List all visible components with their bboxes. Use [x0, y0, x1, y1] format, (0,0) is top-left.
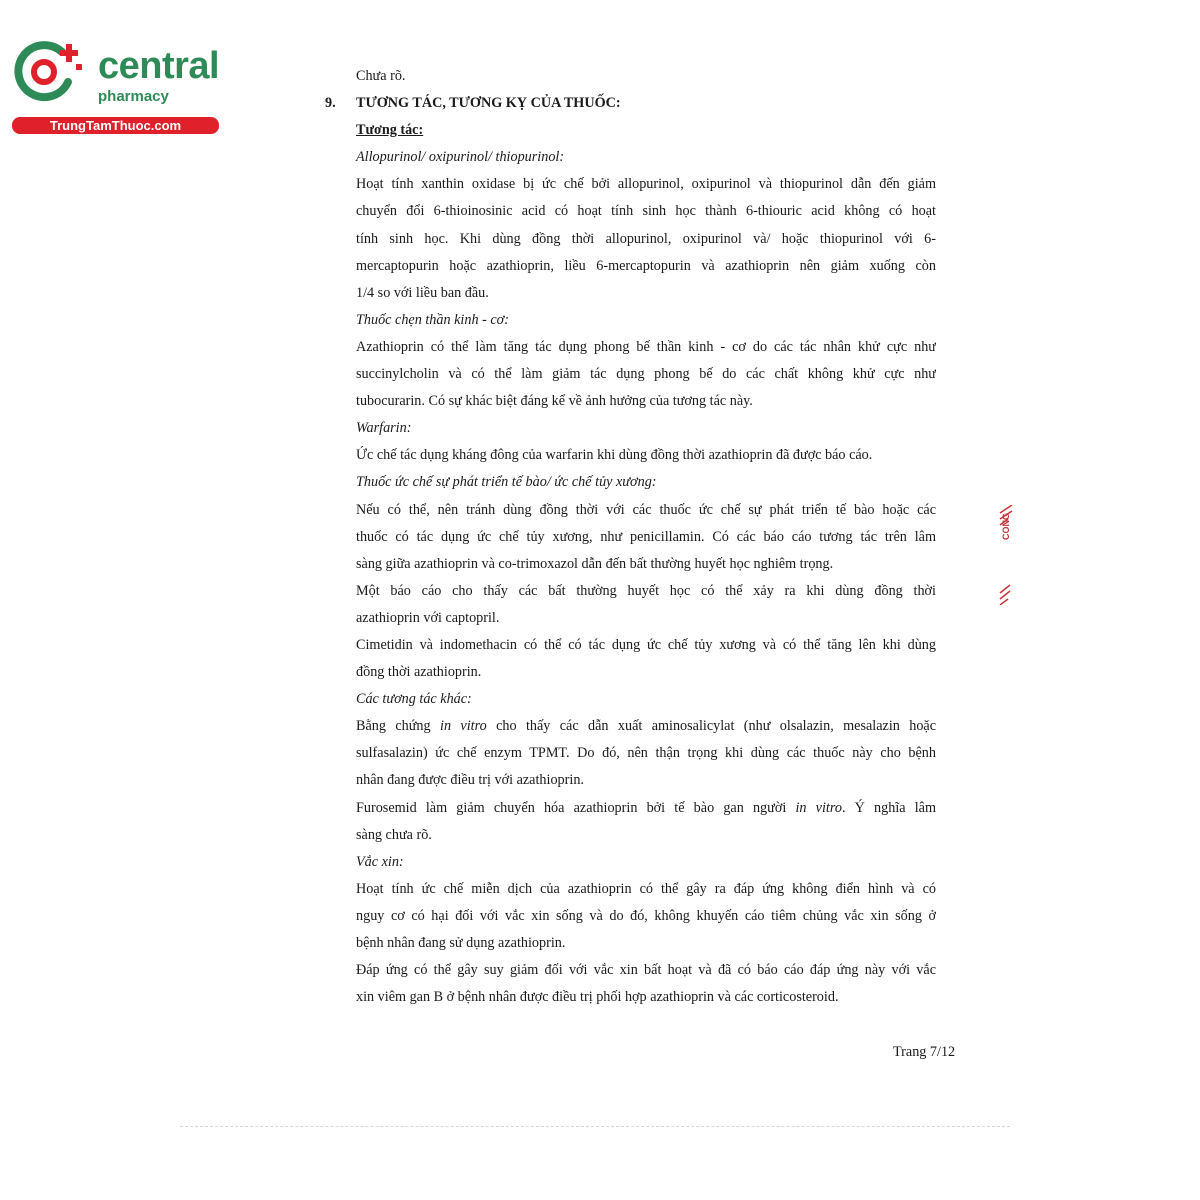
- paragraph-line: succinylcholin và có thể làm giảm tác dụng phong bế do các chất không khử cực như: [356, 366, 936, 383]
- paragraph-line: Ức chế tác dụng kháng đông của warfarin khi dùng đồng thời azathioprin đã được báo cáo.: [356, 447, 873, 464]
- paragraph-line: tính sinh học. Khi dùng đồng thời allopurinol, oxipurinol và/ hoặc thiopurinol với 6-: [356, 230, 936, 247]
- paragraph-line: bệnh nhân đang sử dụng azathioprin.: [356, 935, 566, 951]
- paragraph-line: Azathioprin có thể làm tăng tác dụng phong bế thần kinh - cơ do các tác nhân khử cực như: [356, 338, 936, 355]
- paragraph-line: Đáp ứng có thể gây suy giảm đối với vắc xin bất hoạt và đã có báo cáo đáp ứng này với vắc: [356, 962, 936, 979]
- logo-subtitle: pharmacy: [98, 88, 169, 105]
- section-title: TƯƠNG TÁC, TƯƠNG KỴ CỦA THUỐC:: [356, 95, 621, 112]
- paragraph-line: sàng giữa azathioprin và co-trimoxazol dẫn đến bất thường huyết học nghiêm trọng.: [356, 555, 834, 572]
- text-run: cho thấy các dẫn xuất aminosalicylat (như olsalazin, mesalazin hoặc: [496, 718, 936, 735]
- paragraph-line: mercaptopurin hoặc azathioprin, liều 6-mercaptopurin và azathioprin nên giảm xuống còn: [356, 257, 936, 274]
- central-pharmacy-logo[interactable]: [10, 38, 220, 138]
- paragraph-line: Nếu có thể, nên tránh dùng đồng thời với các thuốc ức chế sự phát triển tế bào hoặc các: [356, 501, 936, 518]
- text-run: . Ý nghĩa lâm: [841, 799, 936, 816]
- text-run: Bằng chứng: [356, 718, 431, 735]
- logo-url[interactable]: TrungTamThuoc.com: [12, 117, 219, 134]
- paragraph-line: Hoạt tính ức chế miễn dịch của azathioprin có thể gây ra đáp ứng không điển hình và có: [356, 880, 936, 897]
- paragraph-line: Cimetidin và indomethacin có thể có tác dụng ức chế tủy xương và có thể tăng lên khi dùng: [356, 636, 936, 653]
- section-number: 9.: [325, 95, 336, 112]
- paragraph-line: chuyển đổi 6-thioinosinic acid có hoạt tính sinh học thành 6-thiouric acid không có hoạt: [356, 203, 936, 220]
- subheading-italic: Thuốc chẹn thần kinh - cơ:: [356, 311, 509, 328]
- subheading-italic: Thuốc ức chế sự phát triển tế bào/ ức chế tủy xương:: [356, 474, 657, 491]
- paragraph-line: nguy cơ có hại đối với vắc xin sống và do đó, không khuyến cáo tiêm chủng vắc xin sống ở: [356, 907, 936, 924]
- paragraph-line: azathioprin với captopril.: [356, 609, 500, 626]
- paragraph-line: đồng thời azathioprin.: [356, 664, 482, 681]
- document-body: [325, 63, 936, 1011]
- paragraph-line: [356, 713, 936, 740]
- subheading-italic: Các tương tác khác:: [356, 691, 472, 708]
- subheading-italic: Allopurinol/ oxipurinol/ thiopurinol:: [356, 149, 565, 166]
- text-line: Chưa rõ.: [356, 68, 406, 84]
- italic-term: in vitro: [795, 799, 842, 816]
- pharmacy-logo-icon: [10, 38, 90, 106]
- paragraph-line: Một báo cáo cho thấy các bất thường huyết học có thể xảy ra khi dùng đồng thời: [356, 582, 936, 599]
- paragraph-line: sulfasalazin) ức chế enzym TPMT. Do đó, nên thận trọng khi dùng các thuốc này cho bệnh: [356, 745, 936, 762]
- paragraph-line: xin viêm gan B ở bệnh nhân được điều trị phối hợp azathioprin và các corticosteroid.: [356, 989, 839, 1006]
- scan-artifact-line: [180, 1126, 1010, 1128]
- page-number: Trang 7/12: [893, 1044, 956, 1060]
- paragraph-line: tubocurarin. Có sự khác biệt đáng kể về ảnh hưởng của tương tác này.: [356, 393, 753, 410]
- paragraph-line: thuốc có tác dụng ức chế tủy xương, như penicillamin. Có các báo cáo tương tác trên lâm: [356, 528, 936, 545]
- subheading-italic: Vắc xin:: [356, 853, 404, 870]
- italic-term: in vitro: [440, 718, 487, 735]
- paragraph-line: [356, 795, 936, 822]
- paragraph-line: 1/4 so với liều ban đầu.: [356, 284, 489, 301]
- logo-name: central: [98, 45, 220, 87]
- section-heading: [325, 90, 936, 117]
- subheading-italic: Warfarin:: [356, 420, 412, 437]
- paragraph-line: nhân đang được điều trị với azathioprin.: [356, 772, 584, 789]
- subsection-title: Tương tác:: [356, 122, 424, 139]
- stamp-text: CONG: [1001, 513, 1011, 540]
- text-run: Furosemid làm giảm chuyển hóa azathioprin bởi tế bào gan người: [356, 799, 787, 816]
- paragraph-line: Hoạt tính xanthin oxidase bị ức chế bởi allopurinol, oxipurinol và thiopurinol dẫn đến giảm: [356, 176, 936, 193]
- paragraph-line: sàng chưa rõ.: [356, 826, 432, 843]
